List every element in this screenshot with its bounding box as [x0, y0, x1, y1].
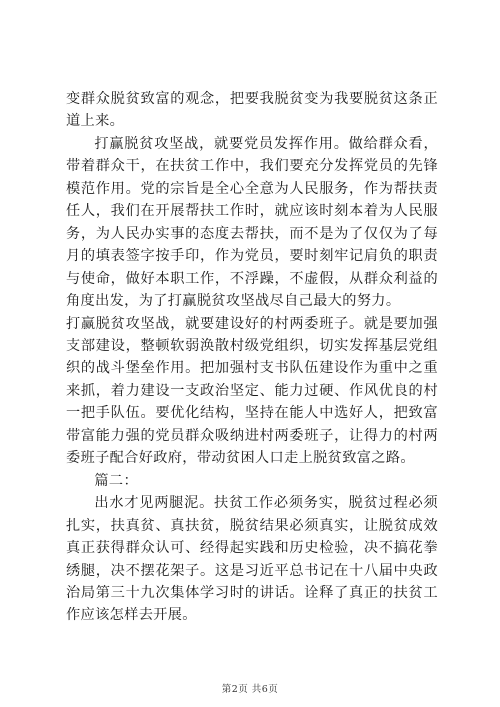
page-footer: 第2页 共6页	[221, 684, 279, 695]
section-heading: 篇二：	[94, 472, 139, 489]
paragraph-3: 打赢脱贫攻坚战，就要建设好的村两委班子。就是要加强支部建设，整顿软弱涣散村级党组织，切实发挥基层党组织的战斗堡垒作用。把加强村支书队伍建设作为重中之重来抓，着力建设一支政治坚定、能力过硬、作风优良的村一把手队伍。要优化结构，坚持在能人中选好人，把致富带富能力强的党员群众吸纳进村两委班子，让得力的村两委班子配合好政府，带动贫困人口走上脱贫致富之路。	[66, 315, 438, 467]
paragraph-4: 出水才见两腿泥。扶贫工作必须务实，脱贫过程必须扎实，扶真贫、真扶贫，脱贫结果必须真实，让脱贫成效真正获得群众认可、经得起实践和历史检验，决不搞花拳绣腿，决不摆花架子。这是习近平总书记在十八届中央政治局第三十九次集体学习时的讲话。诠释了真正的扶贫工作应该怎样去开展。	[66, 495, 438, 624]
paragraph-2: 打赢脱贫攻坚战，就要党员发挥作用。做给群众看，带着群众干，在扶贫工作中，我们要充分发挥党员的先锋模范作用。党的宗旨是全心全意为人民服务，作为帮扶责任人，我们在开展帮扶工作时，就应该时刻本着为人民服务，为人民办实事的态度去帮扶，而不是为了仅仅为了每月的填表签字按手印，作为党员，要时刻牢记肩负的职责与使命，做好本职工作，不浮躁，不虚假，从群众利益的角度出发，为了打赢脱贫攻坚战尽自己最大的努力。	[66, 135, 438, 310]
paragraph-1: 变群众脱贫致富的观念，把要我脱贫变为我要脱贫这条正道上来。	[66, 91, 438, 130]
document-body	[66, 88, 438, 627]
